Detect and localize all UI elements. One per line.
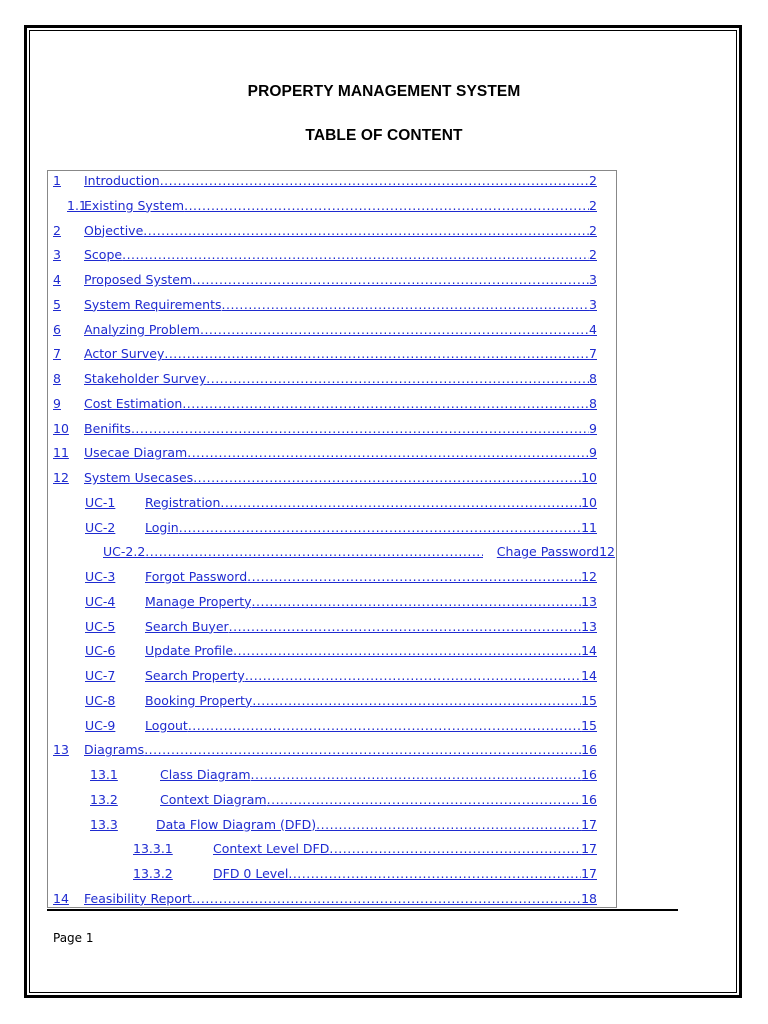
toc-entry-number: UC-6 bbox=[85, 643, 116, 659]
toc-entry-label: Diagrams bbox=[84, 742, 145, 758]
toc-entry-number: UC-3 bbox=[85, 569, 116, 584]
toc-entry[interactable] bbox=[53, 444, 597, 460]
toc-entry-number: UC-8 bbox=[85, 692, 116, 708]
toc-entry[interactable] bbox=[53, 370, 597, 386]
toc-entry-number: UC-9 bbox=[85, 717, 116, 733]
toc-entry-number: 13.2 bbox=[90, 791, 118, 807]
toc-entry-number: 5 bbox=[53, 296, 61, 312]
toc-entry[interactable] bbox=[53, 469, 597, 485]
toc-entry-page: 17 bbox=[581, 866, 597, 881]
toc-entry-number: 13.1 bbox=[90, 767, 118, 782]
toc-entry-label: Manage Property bbox=[145, 593, 252, 609]
toc-entry-page: 14 bbox=[581, 643, 597, 659]
toc-entry-number: 11 bbox=[53, 445, 69, 461]
toc-entry-label: Benifits bbox=[84, 420, 131, 436]
toc-entry-page: 15 bbox=[581, 717, 597, 733]
toc-entry-number: UC-2 bbox=[85, 519, 116, 535]
toc-entry-number: 6 bbox=[53, 321, 61, 337]
toc-entry[interactable] bbox=[90, 816, 597, 832]
toc-entry[interactable] bbox=[90, 766, 597, 782]
toc-entry-number: 13.3 bbox=[90, 816, 118, 832]
toc-leader-dots bbox=[188, 718, 581, 733]
toc-entry-page: 2 bbox=[589, 197, 597, 213]
toc-entry-page: 7 bbox=[589, 346, 597, 362]
toc-entry-number: UC-2.2 bbox=[103, 544, 146, 560]
toc-entry-label: Cost Estimation bbox=[84, 395, 183, 411]
toc-entry-number: 14 bbox=[53, 890, 69, 906]
toc-entry-label: System Requirements bbox=[84, 296, 222, 312]
toc-leader-dots bbox=[229, 619, 581, 634]
toc-entry-page: 10 bbox=[581, 494, 597, 510]
toc-entry-label: Context Level DFD bbox=[213, 841, 330, 857]
toc-entry-page: 8 bbox=[589, 371, 597, 386]
toc-entry-page: 10 bbox=[581, 470, 597, 485]
toc-entry[interactable] bbox=[53, 222, 597, 238]
toc-entry-number: 8 bbox=[53, 371, 61, 386]
page-number: Page 1 bbox=[53, 931, 94, 945]
toc-entry-page: 13 bbox=[581, 618, 597, 634]
toc-entry-page: 14 bbox=[581, 668, 597, 683]
toc-leader-dots bbox=[316, 817, 581, 832]
toc-entry[interactable] bbox=[133, 840, 597, 856]
toc-entry-label: Search Property bbox=[145, 668, 245, 683]
toc-entry-label: Scope bbox=[84, 247, 123, 263]
toc-entry-page: 9 bbox=[589, 420, 597, 436]
toc-entry-number: 1.1 bbox=[67, 197, 87, 213]
toc-entry[interactable] bbox=[53, 890, 597, 906]
toc-entry-number: 10 bbox=[53, 420, 69, 436]
toc-entry-label: Logout bbox=[145, 717, 188, 733]
toc-entry-number: 7 bbox=[53, 346, 61, 362]
toc-entry-label: Update Profile bbox=[145, 643, 234, 659]
toc-leader-dots bbox=[233, 643, 581, 658]
toc-entry-page: 16 bbox=[581, 767, 597, 782]
toc-entry[interactable] bbox=[85, 519, 597, 535]
toc-entry[interactable] bbox=[133, 865, 597, 881]
toc-entry[interactable] bbox=[90, 791, 597, 807]
toc-entry-label: Existing System bbox=[84, 197, 185, 213]
toc-entry-page: 2 bbox=[589, 222, 597, 238]
toc-entry-page: 12 bbox=[599, 544, 615, 560]
toc-leader-dots bbox=[122, 247, 589, 262]
toc-entry-page: 18 bbox=[581, 890, 597, 906]
toc-entry-page: 11 bbox=[581, 519, 597, 535]
toc-entry-label: Booking Property bbox=[145, 692, 253, 708]
toc-leader-dots bbox=[222, 297, 590, 312]
toc-entry-label: Data Flow Diagram (DFD) bbox=[156, 816, 317, 832]
toc-entry-label: Class Diagram bbox=[160, 767, 251, 782]
toc-entry[interactable] bbox=[53, 246, 597, 262]
toc-leader-dots bbox=[206, 371, 589, 386]
toc-entry-page: 15 bbox=[581, 692, 597, 708]
toc-entry-label: DFD 0 Level bbox=[213, 866, 289, 881]
toc-leader-dots bbox=[160, 173, 589, 188]
toc-leader-dots bbox=[245, 668, 581, 683]
toc-leader-dots bbox=[220, 495, 581, 510]
toc-entry[interactable] bbox=[85, 667, 597, 683]
toc-entry-label: Search Buyer bbox=[145, 618, 229, 634]
toc-entry[interactable] bbox=[53, 420, 597, 436]
toc-entry-page: 17 bbox=[581, 841, 597, 857]
toc-leader-dots bbox=[164, 346, 589, 361]
toc-entry-page: 9 bbox=[589, 445, 597, 461]
toc-entry-page: 4 bbox=[589, 321, 597, 337]
toc-entry-page: 2 bbox=[589, 173, 597, 188]
toc-leader-dots bbox=[247, 569, 581, 584]
toc-entry-label: Chage Password bbox=[496, 544, 600, 560]
toc-entry-label: Actor Survey bbox=[84, 346, 165, 362]
toc-entry-number: 12 bbox=[53, 470, 69, 485]
toc-entry[interactable] bbox=[53, 321, 597, 337]
toc-entry-page: 12 bbox=[581, 569, 597, 584]
toc-entry-number: UC-1 bbox=[85, 494, 116, 510]
toc-entry-number: UC-7 bbox=[85, 668, 116, 683]
toc-entry-label: Feasibility Report bbox=[84, 890, 192, 906]
toc-entry-number: 1 bbox=[53, 173, 61, 188]
toc-entry-number: 3 bbox=[53, 247, 61, 263]
toc-entry-label: Analyzing Problem bbox=[84, 321, 200, 337]
toc-entry[interactable] bbox=[85, 593, 597, 609]
toc-leader-dots bbox=[251, 767, 582, 782]
toc-entry-page: 2 bbox=[589, 247, 597, 263]
toc-entry-page: 13 bbox=[581, 593, 597, 609]
toc-entry-label: Usecae Diagram bbox=[84, 445, 188, 461]
toc-leader-dots bbox=[184, 198, 589, 213]
toc-entry-label: Forgot Password bbox=[145, 569, 248, 584]
toc-leader-dots bbox=[193, 470, 581, 485]
toc-entry-label: Registration bbox=[145, 494, 221, 510]
toc-entry-page: 3 bbox=[589, 272, 597, 287]
toc-entry[interactable] bbox=[53, 296, 597, 312]
toc-entry-page: 17 bbox=[581, 816, 597, 832]
toc-leader-dots bbox=[329, 841, 581, 856]
toc-leader-dots bbox=[267, 792, 581, 807]
toc-leader-dots bbox=[144, 742, 581, 757]
toc-leader-dots bbox=[192, 272, 589, 287]
toc-entry-label: Stakeholder Survey bbox=[84, 371, 207, 386]
toc-leader-dots bbox=[200, 322, 589, 337]
toc-entry[interactable] bbox=[53, 741, 597, 757]
toc-entry-number: 13.3.2 bbox=[133, 866, 173, 881]
toc-entry-page: 3 bbox=[589, 296, 597, 312]
toc-heading: TABLE OF CONTENT bbox=[305, 127, 463, 144]
toc-entry[interactable] bbox=[67, 197, 597, 213]
toc-leader-dots bbox=[131, 421, 589, 436]
toc-entry-number: 2 bbox=[53, 222, 61, 238]
toc-entry[interactable] bbox=[85, 618, 597, 634]
toc-leader-dots bbox=[145, 544, 483, 559]
toc-entry[interactable] bbox=[85, 642, 597, 658]
toc-leader-dots bbox=[179, 520, 581, 535]
toc-entry-number: 13.3.1 bbox=[133, 841, 173, 857]
toc-entry-label: System Usecases bbox=[84, 470, 194, 485]
toc-entry-number: UC-4 bbox=[85, 593, 116, 609]
toc-entry[interactable] bbox=[85, 717, 597, 733]
toc-entry-label: Context Diagram bbox=[160, 791, 267, 807]
document-title: PROPERTY MANAGEMENT SYSTEM bbox=[247, 83, 521, 100]
toc-leader-dots bbox=[252, 594, 582, 609]
toc-entry-label: Introduction bbox=[84, 173, 160, 188]
toc-leader-dots bbox=[192, 891, 581, 906]
toc-entry-number: 13 bbox=[53, 742, 69, 758]
toc-leader-dots bbox=[187, 445, 589, 460]
toc-entry-number: UC-5 bbox=[85, 618, 116, 634]
toc-entry[interactable] bbox=[53, 172, 597, 188]
toc-entry-page: 16 bbox=[581, 791, 597, 807]
toc-entry[interactable] bbox=[53, 271, 597, 287]
toc-leader-dots bbox=[182, 396, 589, 411]
toc-entry-label: Proposed System bbox=[84, 272, 193, 287]
toc-entry[interactable] bbox=[103, 543, 615, 559]
toc-entry[interactable] bbox=[85, 494, 597, 510]
footer-rule bbox=[47, 909, 678, 911]
toc-leader-dots bbox=[252, 693, 581, 708]
toc-entry[interactable] bbox=[53, 395, 597, 411]
toc-leader-dots bbox=[288, 866, 581, 881]
toc-entry-number: 9 bbox=[53, 395, 61, 411]
toc-entry-page: 16 bbox=[581, 742, 597, 758]
toc-entry[interactable] bbox=[85, 568, 597, 584]
toc-entry[interactable] bbox=[85, 692, 597, 708]
toc-entry-label: Objective bbox=[84, 222, 144, 238]
toc-leader-dots bbox=[143, 223, 589, 238]
toc-entry-page: 8 bbox=[589, 395, 597, 411]
toc-entry[interactable] bbox=[53, 345, 597, 361]
toc-entry-label: Login bbox=[145, 519, 179, 535]
toc-entry-number: 4 bbox=[53, 272, 61, 287]
